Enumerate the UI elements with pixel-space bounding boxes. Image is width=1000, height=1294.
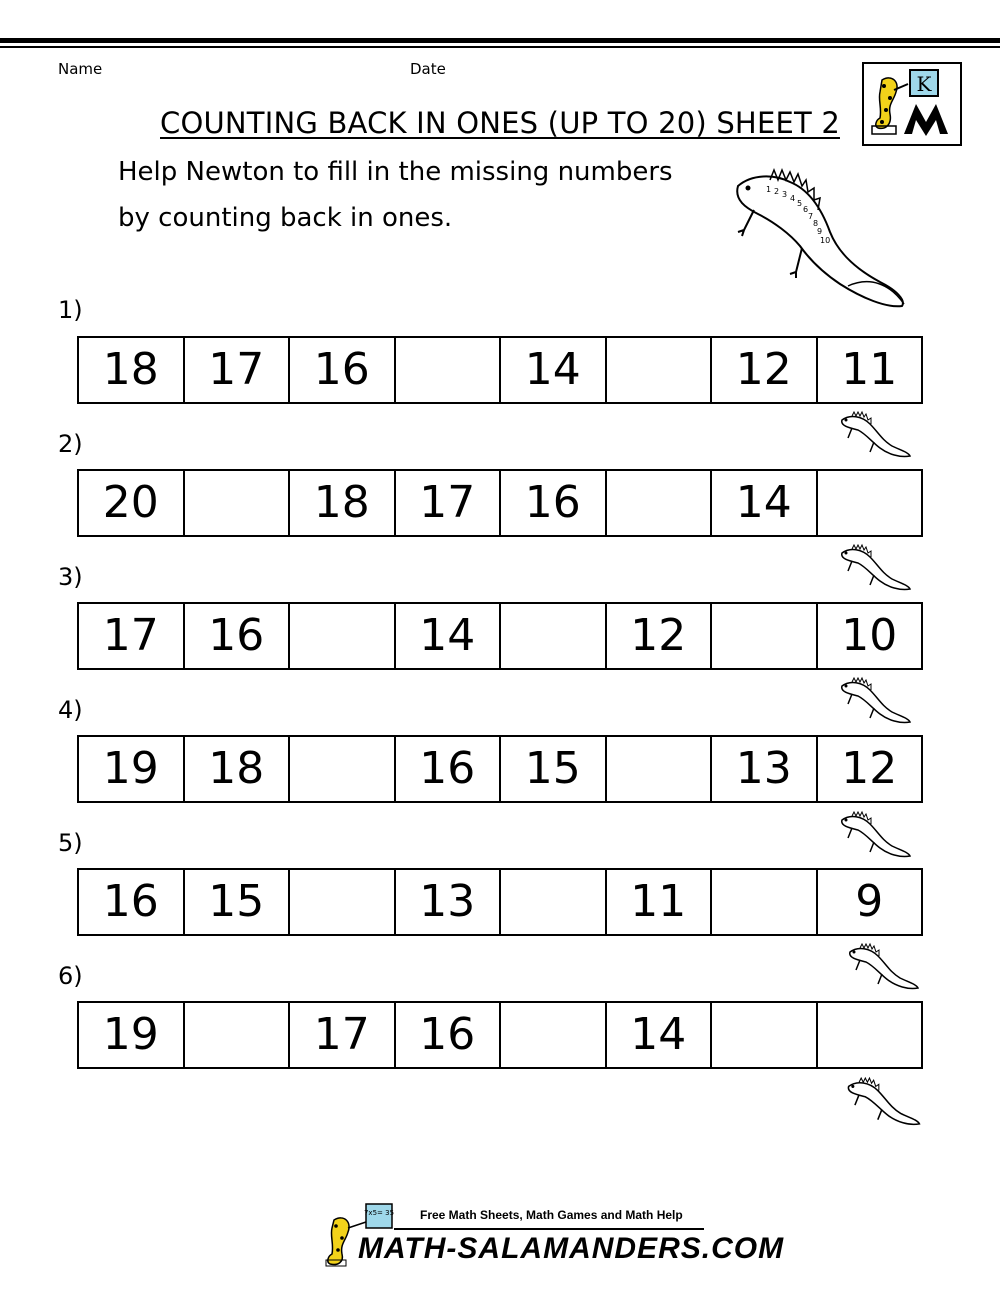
number-cell[interactable]: 17 [185,338,291,402]
missing-number-cell[interactable] [185,1003,291,1067]
mascot-number: 5 [797,199,803,208]
number-cell[interactable]: 11 [841,344,898,395]
mascot-number: 7 [808,212,814,221]
mascot-number: 1 [766,185,772,194]
number-row-1 [77,336,923,404]
number-cell[interactable]: 12 [841,743,898,794]
question-label: 1) [58,296,83,324]
number-cell[interactable]: 13 [396,870,502,934]
number-cell[interactable]: 16 [396,737,502,801]
missing-number-cell[interactable] [185,471,291,535]
instruction-line-1: Help Newton to fill in the missing numbers [118,157,673,187]
top-rule-thick [0,38,1000,43]
number-cell[interactable]: 19 [79,737,185,801]
number-cell[interactable]: 16 [290,338,396,402]
missing-number-cell[interactable] [501,1003,607,1067]
missing-number-cell[interactable] [607,338,713,402]
missing-number-cell[interactable] [712,604,818,668]
question-label: 3) [58,563,83,591]
number-cell[interactable]: 14 [607,1003,713,1067]
small-newt-icon [838,543,912,593]
date-label: Date [410,60,446,78]
missing-number-cell[interactable] [396,338,502,402]
number-cell[interactable]: 11 [607,870,713,934]
question-label: 5) [58,829,83,857]
mascot-number: 3 [782,190,788,199]
missing-number-cell[interactable] [501,870,607,934]
number-cell[interactable]: 15 [185,870,291,934]
number-cell[interactable]: 20 [79,471,185,535]
small-newt-icon [838,410,912,460]
missing-number-cell[interactable] [607,471,713,535]
question-label: 6) [58,962,83,990]
number-row-2 [77,469,923,537]
mascot-number: 6 [803,205,809,214]
number-cell[interactable]: 16 [79,870,185,934]
mascot-number: 9 [817,227,823,236]
number-cell[interactable]: 18 [185,737,291,801]
number-cell[interactable]: 9 [855,876,884,927]
name-label: Name [58,60,103,78]
mascot-number: 10 [820,236,831,245]
number-cell[interactable]: 17 [79,604,185,668]
number-cell[interactable]: 19 [79,1003,185,1067]
footer-tagline: Free Math Sheets, Math Games and Math Help [420,1208,683,1222]
number-cell[interactable]: 12 [712,338,818,402]
number-cell[interactable]: 12 [607,604,713,668]
missing-number-cell[interactable] [290,737,396,801]
number-cell[interactable]: 10 [841,610,898,661]
number-cell[interactable]: 13 [712,737,818,801]
number-cell[interactable]: 17 [396,471,502,535]
number-cell[interactable]: 14 [501,338,607,402]
number-cell[interactable]: 15 [501,737,607,801]
number-row-3 [77,602,923,670]
small-newt-icon [838,810,912,860]
missing-number-cell[interactable] [290,604,396,668]
missing-number-cell[interactable] [290,870,396,934]
missing-number-cell[interactable] [501,604,607,668]
question-label: 4) [58,696,83,724]
missing-number-cell[interactable] [712,1003,818,1067]
number-row-6 [77,1001,923,1069]
question-label: 2) [58,430,83,458]
top-rule-thin [0,46,1000,48]
number-cell[interactable]: 16 [501,471,607,535]
logo-letter: K [916,72,932,96]
missing-number-cell[interactable] [818,1003,922,1067]
missing-number-cell[interactable] [712,870,818,934]
number-cell[interactable]: 18 [79,338,185,402]
number-cell[interactable]: 16 [396,1003,502,1067]
mascot-number: 4 [790,194,796,203]
worksheet-title: COUNTING BACK IN ONES (UP TO 20) SHEET 2 [160,106,840,140]
number-cell[interactable]: 14 [712,471,818,535]
small-newt-icon [844,942,922,992]
newton-newt-icon [730,160,910,310]
instruction-line-2: by counting back in ones. [118,203,453,233]
number-cell[interactable]: 17 [290,1003,396,1067]
number-row-5 [77,868,923,936]
missing-number-cell[interactable] [818,471,922,535]
footer-badge: 7x5= 35 [363,1209,395,1217]
footer-divider [394,1228,704,1230]
mascot-number: 2 [774,187,780,196]
number-cell[interactable]: 14 [396,604,502,668]
small-newt-icon [844,1076,922,1128]
footer-brand[interactable]: MATH-SALAMANDERS.COM [358,1232,785,1265]
number-cell[interactable]: 16 [185,604,291,668]
number-cell[interactable]: 18 [290,471,396,535]
small-newt-icon [838,676,912,726]
missing-number-cell[interactable] [607,737,713,801]
mascot-number: 8 [813,219,819,228]
number-row-4 [77,735,923,803]
